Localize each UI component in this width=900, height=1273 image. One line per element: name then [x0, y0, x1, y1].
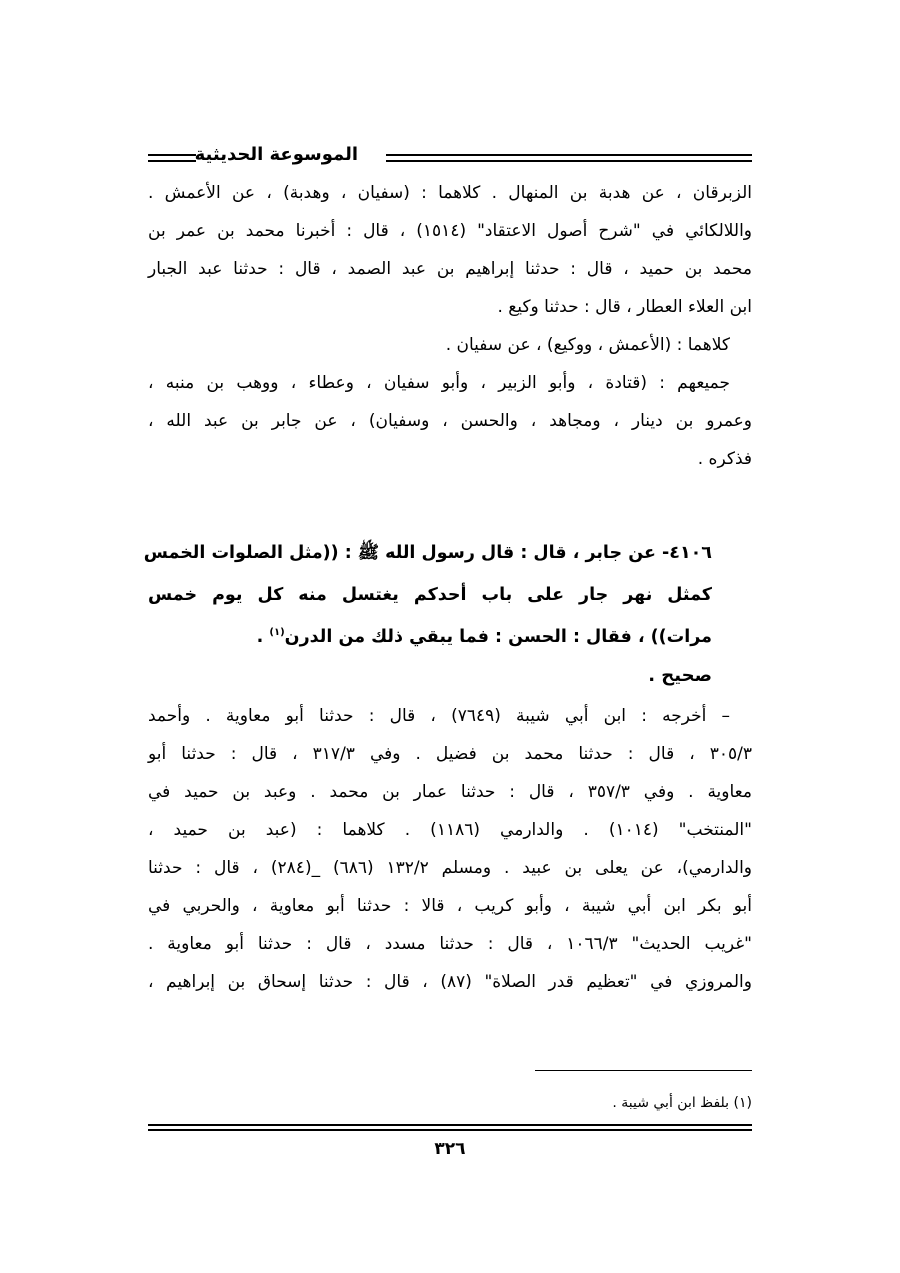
hadith-line: [148, 616, 752, 658]
hadith-line: كمثل نهر جار على باب أحدكم يغتسل منه كل يوم خمس: [148, 585, 712, 605]
text-line: جميعهم : (قتادة ، وأبو الزبير ، وأبو سفيان ، وعطاء ، ووهب بن منبه ،: [148, 373, 730, 393]
takhrij-block: [148, 697, 752, 1001]
page-number: ٣٢٦: [434, 1139, 466, 1159]
footnote-marker: (١): [269, 627, 285, 639]
text-line: كلاهما : (الأعمش ، ووكيع) ، عن سفيان .: [445, 335, 730, 355]
bottom-rule: [148, 1124, 752, 1126]
running-header: [148, 142, 752, 172]
continuation-block: [148, 174, 752, 478]
text-line: ٣٠٥/٣ ، قال : حدثنا محمد بن فضيل . وفي ٣١٧/٣ ، قال : حدثنا أبو: [148, 744, 752, 764]
header-title: الموسوعة الحديثية: [189, 142, 364, 168]
text-line: "المنتخب" (١٠١٤) . والدارمي (١١٨٦) . كلاهما : (عبد بن حميد ،: [148, 820, 752, 840]
bottom-rule-secondary: [148, 1129, 752, 1131]
hadith-line: ٤١٠٦- عن جابر ، قال : قال رسول الله ﷺ : ((مثل الصلوات الخمس: [143, 543, 712, 563]
text-line: فذكره .: [697, 449, 752, 469]
hadith-text: مرات)) ، فقال : الحسن : فما يبقي ذلك من الدرن: [284, 627, 712, 647]
text-line: "غريب الحديث" ١٠٦٦/٣ ، قال : حدثنا مسدد ، قال : حدثنا أبو معاوية .: [148, 934, 753, 954]
hadith-grade: صحيح .: [648, 665, 712, 686]
footnote: (١) بلفظ ابن أبي شيبة .: [612, 1095, 752, 1111]
text-line: – أخرجه : ابن أبي شيبة (٧٦٤٩) ، قال : حدثنا أبو معاوية . وأحمد: [148, 706, 730, 726]
footnote-separator: [535, 1070, 752, 1071]
grade-block: [148, 656, 752, 696]
header-rule-right: [386, 154, 752, 162]
text-line: وعمرو بن دينار ، ومجاهد ، والحسن ، وسفيان) ، عن جابر بن عبد الله ،: [148, 411, 752, 431]
text-line: معاوية . وفي ٣٥٧/٣ ، قال : حدثنا عمار بن محمد . وعبد بن حميد في: [148, 782, 752, 802]
text-line: ابن العلاء العطار ، قال : حدثنا وكيع .: [497, 297, 752, 317]
text-line: الزبرقان ، عن هدبة بن المنهال . كلاهما : (سفيان ، وهدبة) ، عن الأعمش .: [148, 183, 752, 203]
header-rule-left: [148, 154, 196, 162]
text-line: واللالكائي في "شرح أصول الاعتقاد" (١٥١٤) ، قال : أخبرنا محمد بن عمر بن: [148, 221, 752, 241]
hadith-text-end: .: [256, 627, 270, 647]
text-line: أبو بكر ابن أبي شيبة ، وأبو كريب ، قالا : حدثنا أبو معاوية ، والحربي في: [148, 896, 752, 916]
text-line: والمروزي في "تعظيم قدر الصلاة" (٨٧) ، قال : حدثنا إسحاق بن إبراهيم ،: [148, 972, 752, 992]
hadith-block: [143, 532, 752, 658]
text-line: والدارمي)، عن يعلى بن عبيد . ومسلم ١٣٢/٢ (٦٨٦) _(٢٨٤) ، قال : حدثنا: [148, 858, 753, 878]
text-line: محمد بن حميد ، قال : حدثنا إبراهيم بن عبد الصمد ، قال : حدثنا عبد الجبار: [148, 259, 752, 279]
